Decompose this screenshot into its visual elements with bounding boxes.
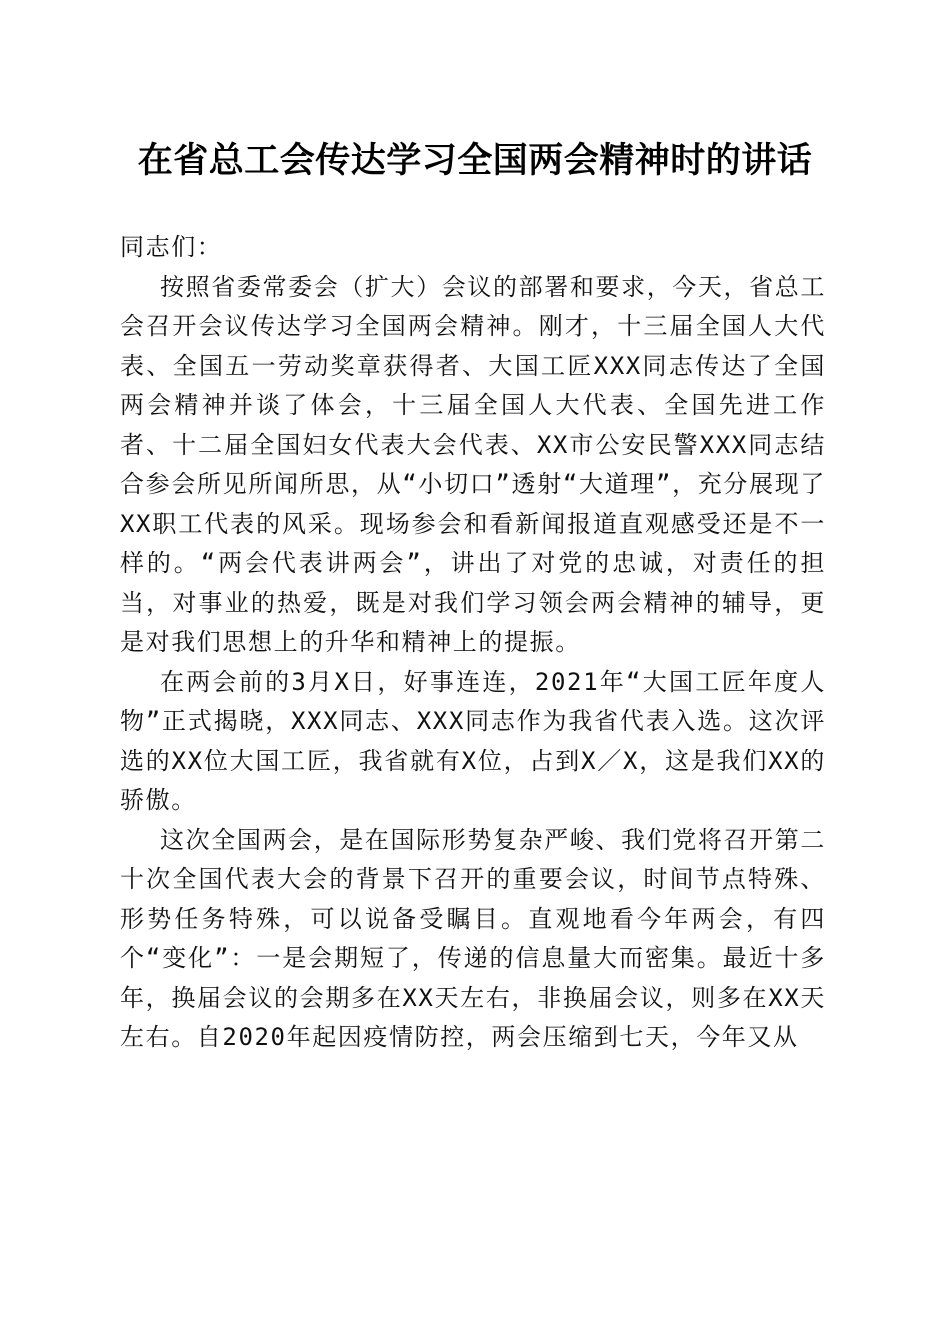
paragraph-3: 这次全国两会，是在国际形势复杂严峻、我们党将召开第二十次全国代表大会的背景下召开的重要会议，时间节点特殊、形势任务特殊，可以说备受瞩目。直观地看今年两会，有四个“变化”：一是会期短了，传递的信息量大而密集。最近十多年，换届会议的会期多在XX天左右，非换届会议，则多在XX天左右。自2020年起因疫情防控，两会压缩到七天，今年又从	[120, 825, 826, 1051]
salutation: 同志们：	[120, 233, 223, 261]
paragraph-1: 按照省委常委会（扩大）会议的部署和要求，今天，省总工会召开会议传达学习全国两会精神。刚才，十三届全国人大代表、全国五一劳动奖章获得者、大国工匠XXX同志传达了全国两会精神并谈了体会，十三届全国人大代表、全国先进工作者、十二届全国妇女代表大会代表、XX市公安民警XXX同志结合参会所见所闻所思，从“小切口”透射“大道理”，充分展现了XX职工代表的风采。现场参会和看新闻报道直观感受还是不一样的。“两会代表讲两会”，讲出了对党的忠诚，对责任的担当，对事业的热爱，既是对我们学习领会两会精神的辅导，更是对我们思想上的升华和精神上的提振。	[120, 272, 826, 656]
paragraph-2: 在两会前的3月X日，好事连连，2021年“大国工匠年度人物”正式揭晓，XXX同志、XXX同志作为我省代表入选。这次评选的XX位大国工匠，我省就有X位，占到X／X，这是我们XX的骄傲。	[120, 667, 826, 814]
document-title: 在省总工会传达学习全国两会精神时的讲话	[137, 140, 813, 181]
document-body	[120, 228, 826, 1058]
